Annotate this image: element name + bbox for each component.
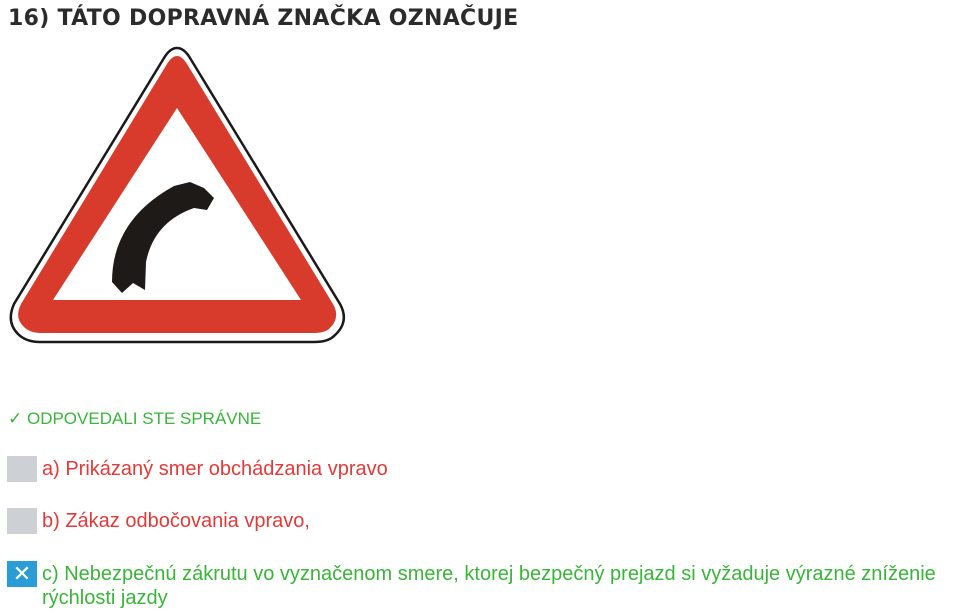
answer-c-label: c) Nebezpečnú zákrutu vo vyznačenom smere, ktorej bezpečný prejazd si vyžaduje výrazné zníženie rýchlosti jazdy: [42, 563, 936, 609]
question-title: 16) TÁTO DOPRAVNÁ ZNAČKA OZNAČUJE: [8, 6, 519, 31]
answer-c-checkbox[interactable]: [7, 561, 37, 587]
answer-a-checkbox[interactable]: [7, 456, 37, 482]
answer-option-c[interactable]: [7, 562, 961, 610]
answer-option-b[interactable]: [7, 509, 310, 534]
checked-mark-icon: ✕: [12, 561, 32, 586]
answer-a-label: a) Prikázaný smer obchádzania vpravo: [42, 458, 388, 480]
answer-b-checkbox[interactable]: [7, 508, 37, 534]
answer-option-a[interactable]: [7, 457, 388, 482]
result-status: ✓ ODPOVEDALI STE SPRÁVNE: [8, 409, 262, 428]
answer-b-label: b) Zákaz odbočovania vpravo,: [42, 510, 310, 532]
curve-right-warning-sign-icon: [4, 42, 350, 348]
